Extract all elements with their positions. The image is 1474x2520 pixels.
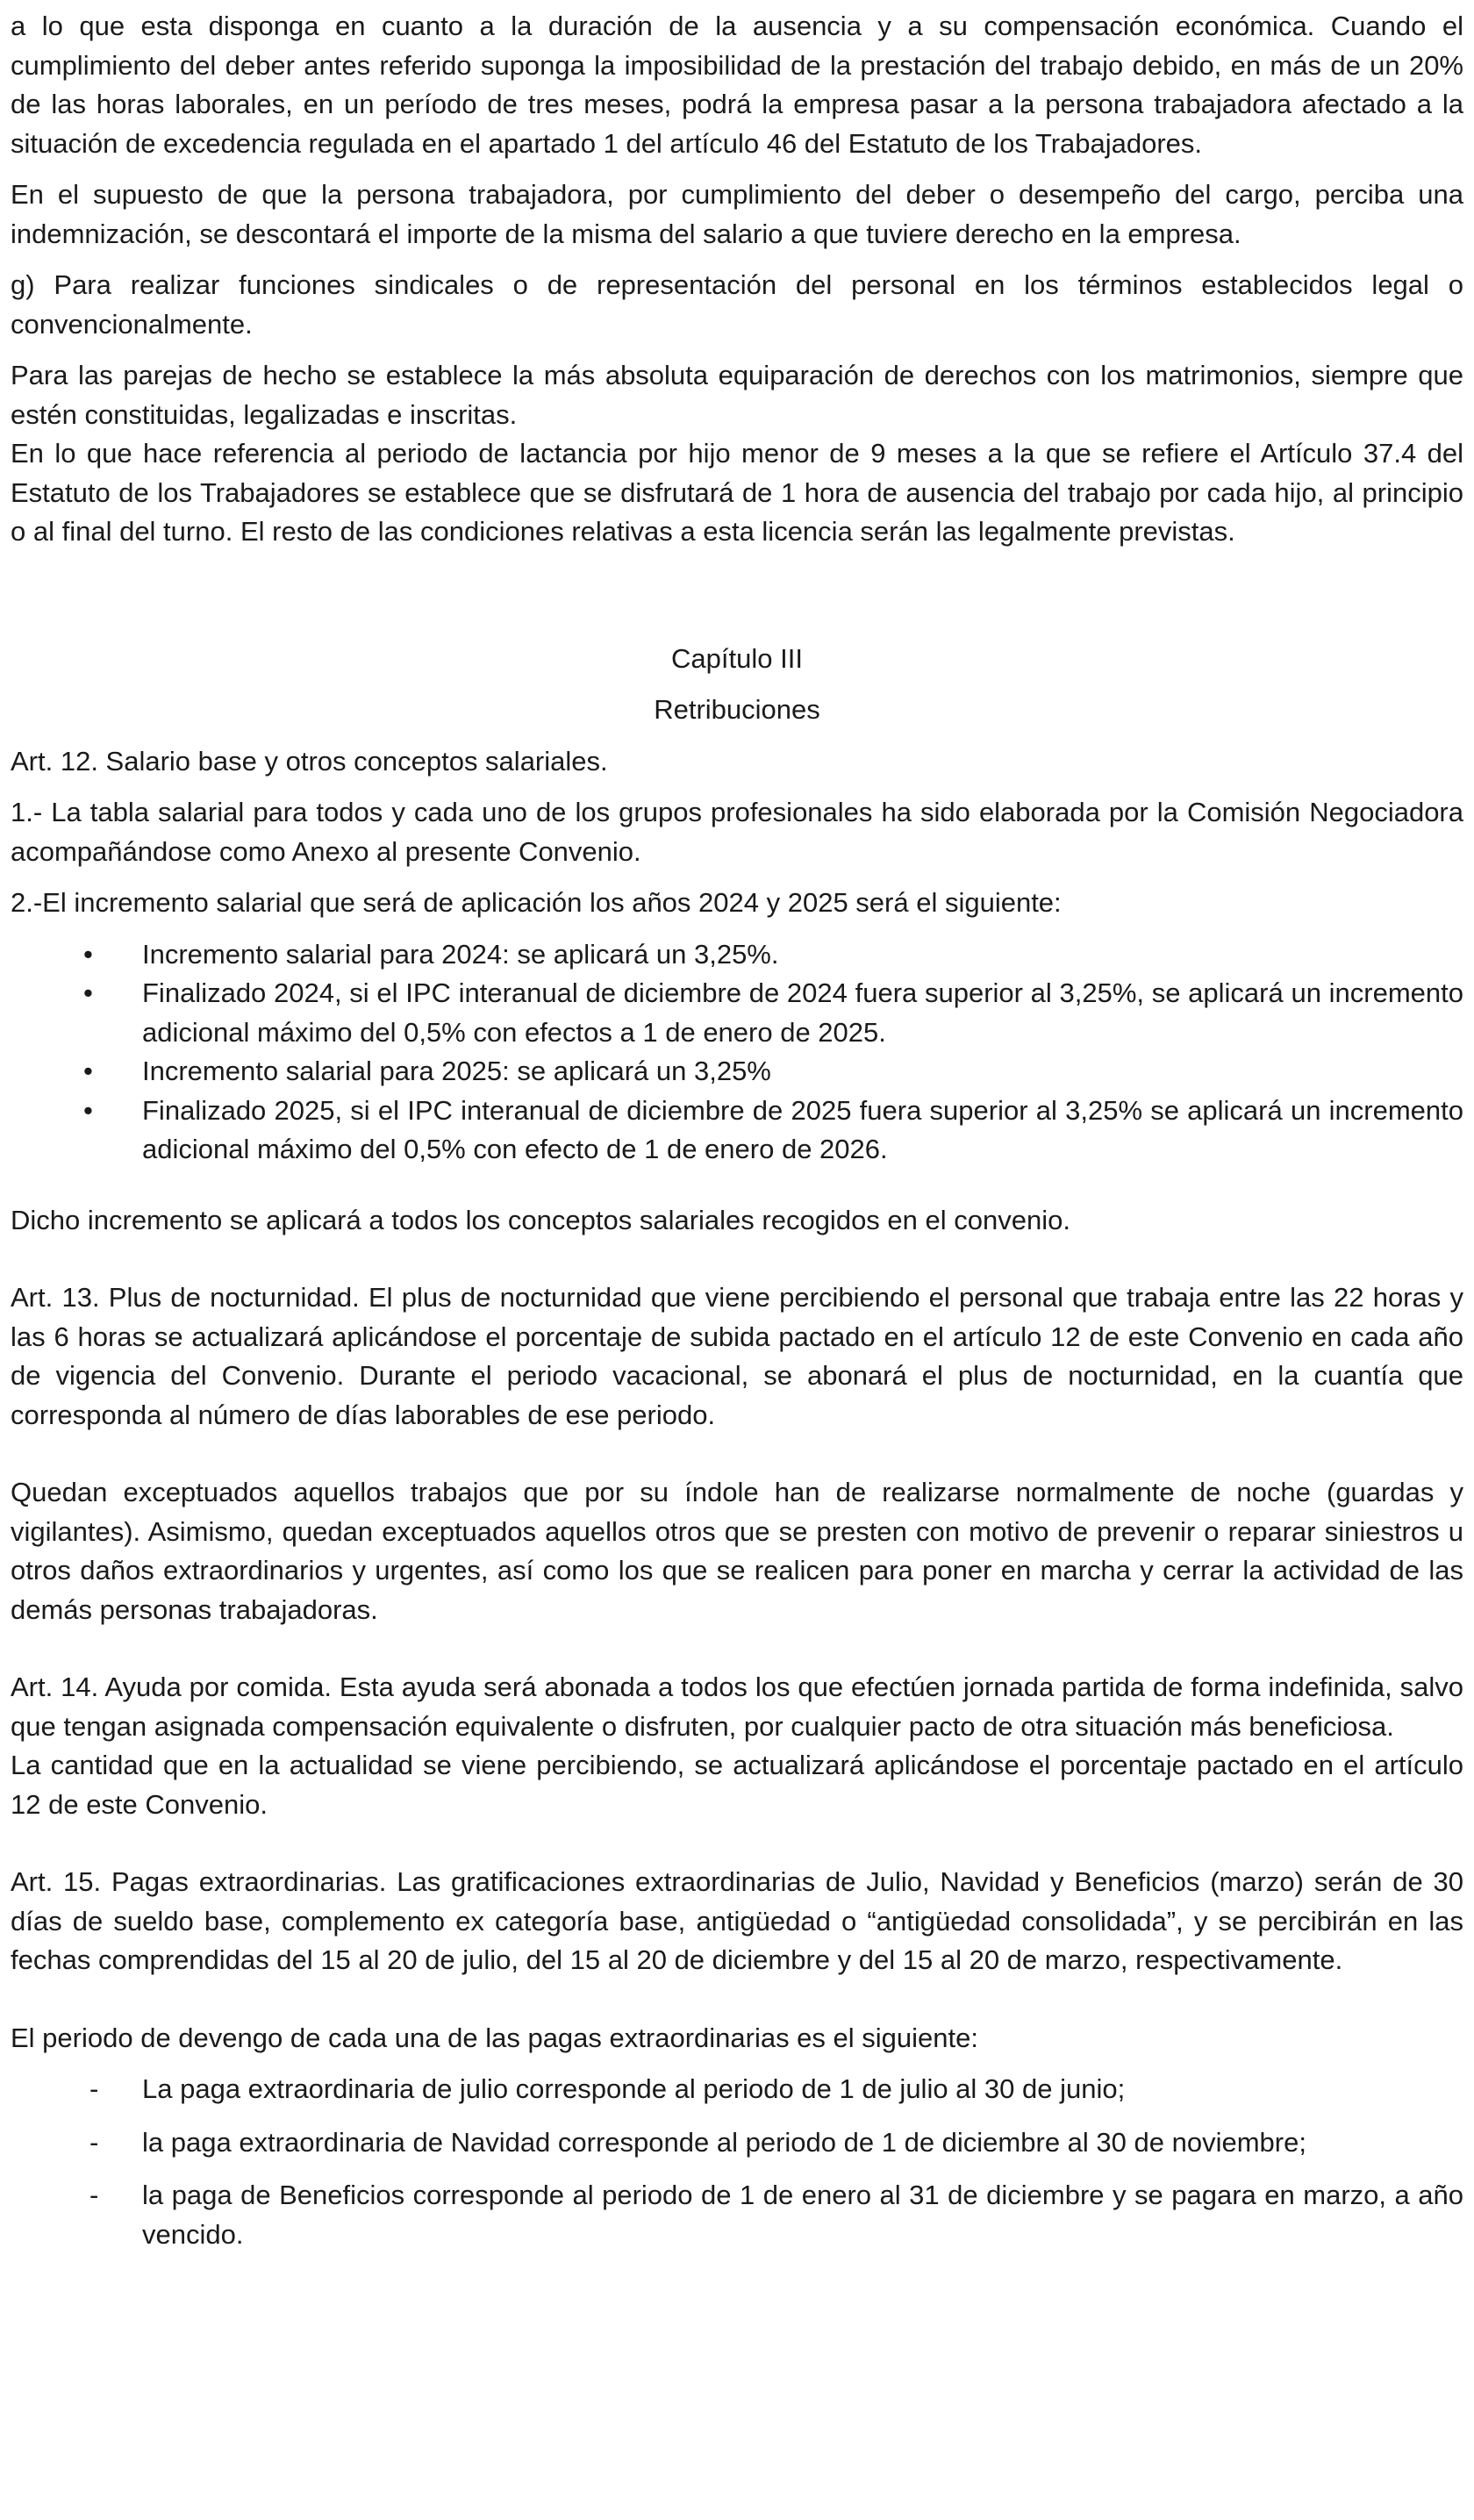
bullet-icon: • (83, 1094, 93, 1126)
paragraph: a lo que esta disponga en cuanto a la duración de la ausencia y a su compensación económica. Cuando el cumplimiento del deber antes referido suponga la imposibilidad de la prestación del trabajo debido, en más de un 20% de las horas laborales, en un período de tres meses, podrá la empresa pasar a la persona trabajadora afectado a la situación de excedencia regulada en el apartado 1 del artículo 46 del Estatuto de los Trabajadores. (11, 11, 1463, 159)
chapter-title: Retribuciones (654, 694, 820, 725)
bullet-icon: • (83, 1056, 93, 1086)
dash-icon: - (89, 2180, 99, 2210)
article-13-paragraph-2: Quedan exceptuados aquellos trabajos que por su índole han de realizarse normalmente de noche (guardas y vigilantes). Asimismo, quedan exceptuados aquellos otros que se presten con motivo de prevenir o reparar siniestros u otros daños extraordinarios y urgentes, así como los que se realicen para poner en marcha y cerrar la actividad de las demás personas trabajadoras. (11, 1477, 1463, 1625)
paragraph: Para las parejas de hecho se establece la más absoluta equiparación de derechos con los matrimonios, siempre que estén constituidas, legalizadas e inscritas. (11, 360, 1463, 430)
list-item (11, 2123, 1463, 2163)
list-item (11, 2176, 1463, 2254)
list-item-text: Incremento salarial para 2024: se aplicará un 3,25%. (142, 938, 779, 970)
paragraph: En lo que hace referencia al periodo de lactancia por hijo menor de 9 meses a la que se refiere el Artículo 37.4 del Estatuto de los Trabajadores se establece que se disfrutará de 1 hora de ausencia del trabajo por cada hijo, al principio o al final del turno. El resto de las condiciones relativas a esta licencia serán las legalmente previstas. (11, 438, 1463, 547)
article-12-title: Art. 12. Salario base y otros conceptos salariales. (11, 745, 608, 777)
article-12-closing: Dicho incremento se aplicará a todos los conceptos salariales recogidos en el convenio. (11, 1204, 1070, 1235)
salary-increment-list (11, 935, 1463, 1170)
article-13-paragraph-1: Art. 13. Plus de nocturnidad. El plus de nocturnidad que viene percibiendo el personal que trabaja entre las 22 horas y las 6 horas se actualizará aplicándose el porcentaje de subida pactado en el artículo 12 de este Convenio en cada año de vigencia del Convenio. Durante el periodo vacacional, se abonará el plus de nocturnidad, en la cuantía que corresponda al número de días laborables de ese periodo. (11, 1282, 1463, 1430)
article-12-paragraph-2: 2.-El incremento salarial que será de aplicación los años 2024 y 2025 será el siguiente: (11, 887, 1062, 918)
article-12-paragraph-1: 1.- La tabla salarial para todos y cada uno de los grupos profesionales ha sido elaborada por la Comisión Negociadora acompañándose como Anexo al presente Convenio. (11, 797, 1463, 867)
list-item-text: La paga extraordinaria de julio corresponde al periodo de 1 de julio al 30 de junio; (142, 2073, 1126, 2104)
list-item (11, 974, 1463, 1052)
article-14-paragraph-2: La cantidad que en la actualidad se viene percibiendo, se actualizará aplicándose el porcentaje pactado en el artículo 12 de este Convenio. (11, 1750, 1463, 1820)
bullet-icon: • (83, 977, 93, 1008)
article-15-paragraph-1: Art. 15. Pagas extraordinarias. Las gratificaciones extraordinarias de Julio, Navidad y Beneficios (marzo) serán de 30 días de sueldo base, complemento ex categoría base, antigüedad o “antigüedad consolidada”, y se percibirán en las fechas comprendidas del 15 al 20 de julio, del 15 al 20 de diciembre y del 15 al 20 de marzo, respectivamente. (11, 1866, 1463, 1975)
paragraph: En el supuesto de que la persona trabajadora, por cumplimiento del deber o desempeño del cargo, perciba una indemnización, se descontará el importe de la misma del salario a que tuviere derecho en la empresa. (11, 179, 1463, 249)
list-item-text: la paga de Beneficios corresponde al periodo de 1 de enero al 31 de diciembre y se pagara en marzo, a año vencido. (142, 2180, 1463, 2250)
article-15-paragraph-2: El periodo de devengo de cada una de las pagas extraordinarias es el siguiente: (11, 2022, 978, 2053)
bullet-icon: • (83, 938, 93, 970)
list-item (11, 2070, 1463, 2109)
accrual-period-list (11, 2070, 1463, 2254)
dash-icon: - (89, 2073, 99, 2104)
paragraph: g) Para realizar funciones sindicales o de representación del personal en los términos establecidos legal o convencionalmente. (11, 269, 1463, 340)
list-item-text: Finalizado 2024, si el IPC interanual de diciembre de 2024 fuera superior al 3,25%, se aplicará un incremento adicional máximo del 0,5% con efectos a 1 de enero de 2025. (142, 977, 1463, 1048)
dash-icon: - (89, 2126, 99, 2158)
list-item-text: Incremento salarial para 2025: se aplicará un 3,25% (142, 1056, 771, 1086)
article-14-paragraph-1: Art. 14. Ayuda por comida. Esta ayuda será abonada a todos los que efectúen jornada partida de forma indefinida, salvo que tengan asignada compensación equivalente o disfruten, por cualquier pacto de otra situación más beneficiosa. (11, 1672, 1463, 1742)
chapter-number: Capítulo III (671, 642, 803, 674)
list-item (11, 935, 1463, 975)
list-item-text: la paga extraordinaria de Navidad corresponde al periodo de 1 de diciembre al 30 de noviembre; (142, 2126, 1306, 2158)
list-item (11, 1052, 1463, 1092)
list-item (11, 1092, 1463, 1170)
list-item-text: Finalizado 2025, si el IPC interanual de diciembre de 2025 fuera superior al 3,25% se aplicará un incremento adicional máximo del 0,5% con efecto de 1 de enero de 2026. (142, 1094, 1463, 1164)
